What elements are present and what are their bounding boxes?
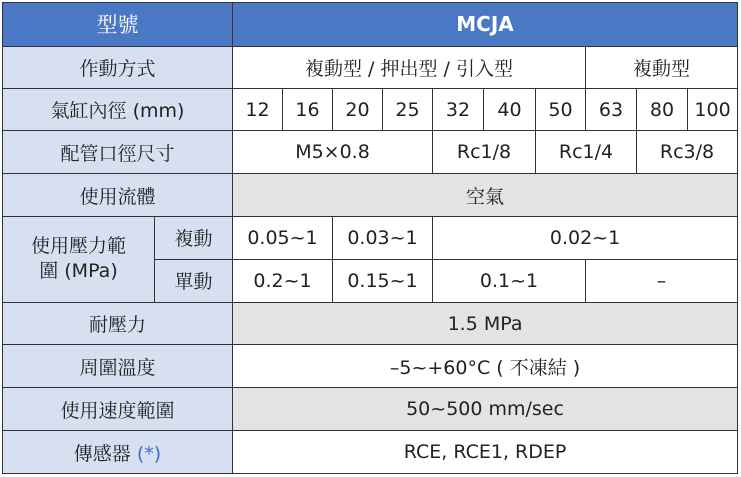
operation-row xyxy=(3,46,738,88)
pressure-single-value: 0.2~1 xyxy=(233,259,333,302)
pressure-double-value: 0.05~1 xyxy=(233,217,333,260)
bore-size-cell: 50 xyxy=(536,88,586,131)
pressure-single-value: 0.15~1 xyxy=(333,259,433,302)
port-value: Rc3/8 xyxy=(637,131,738,174)
bore-size-cell: 40 xyxy=(484,88,536,131)
bore-size-cell: 16 xyxy=(283,88,333,131)
bore-size-cell: 100 xyxy=(688,88,738,131)
operation-label: 作動方式 xyxy=(3,46,233,88)
speed-value: 50~500 mm/sec xyxy=(233,388,738,431)
bore-size-cell: 63 xyxy=(586,88,637,131)
temperature-label: 周圍溫度 xyxy=(3,345,233,388)
proof-row xyxy=(3,302,738,345)
pressure-double-label: 複動 xyxy=(155,217,233,260)
bore-row xyxy=(3,88,738,131)
sensor-label: 傳感器 xyxy=(73,442,131,465)
port-row xyxy=(3,131,738,174)
bore-size-cell: 32 xyxy=(433,88,484,131)
bore-label: 氣缸內徑 (mm) xyxy=(3,88,233,131)
pressure-double-value: 0.02~1 xyxy=(433,217,738,260)
pressure-label-line2: 圍 (MPa) xyxy=(39,260,118,283)
model-label-header: 型號 xyxy=(3,3,233,47)
temperature-row xyxy=(3,345,738,388)
pressure-label xyxy=(3,217,155,303)
speed-row xyxy=(3,388,738,431)
pressure-single-value: 0.1~1 xyxy=(433,259,586,302)
port-value: Rc1/8 xyxy=(433,131,536,174)
bore-size-cell: 12 xyxy=(233,88,283,131)
pressure-double-value: 0.03~1 xyxy=(333,217,433,260)
speed-label: 使用速度範圍 xyxy=(3,388,233,431)
fluid-value: 空氣 xyxy=(233,174,738,217)
proof-label: 耐壓力 xyxy=(3,302,233,345)
fluid-label: 使用流體 xyxy=(3,174,233,217)
pressure-single-value: – xyxy=(586,259,738,302)
port-value: M5×0.8 xyxy=(233,131,433,174)
pressure-single-label: 單動 xyxy=(155,259,233,302)
spec-table xyxy=(2,2,738,474)
header-row xyxy=(3,3,738,47)
bore-size-cell: 20 xyxy=(333,88,383,131)
sensor-value: RCE, RCE1, RDEP xyxy=(233,431,738,474)
sensor-note-link[interactable]: (*) xyxy=(136,442,162,465)
operation-variants-value: 複動型 / 押出型 / 引入型 xyxy=(233,46,586,88)
fluid-row xyxy=(3,174,738,217)
bore-size-cell: 80 xyxy=(637,88,688,131)
port-value: Rc1/4 xyxy=(536,131,637,174)
operation-double-value: 複動型 xyxy=(586,46,738,88)
bore-size-cell: 25 xyxy=(383,88,433,131)
port-label: 配管口徑尺寸 xyxy=(3,131,233,174)
pressure-label-line1: 使用壓力範 xyxy=(30,234,126,257)
model-name-header: MCJA xyxy=(233,3,738,47)
pressure-double-row xyxy=(3,217,738,260)
sensor-row xyxy=(3,431,738,474)
sensor-label-cell xyxy=(3,431,233,474)
proof-value: 1.5 MPa xyxy=(233,302,738,345)
temperature-value: –5~+60°C ( 不凍結 ) xyxy=(233,345,738,388)
